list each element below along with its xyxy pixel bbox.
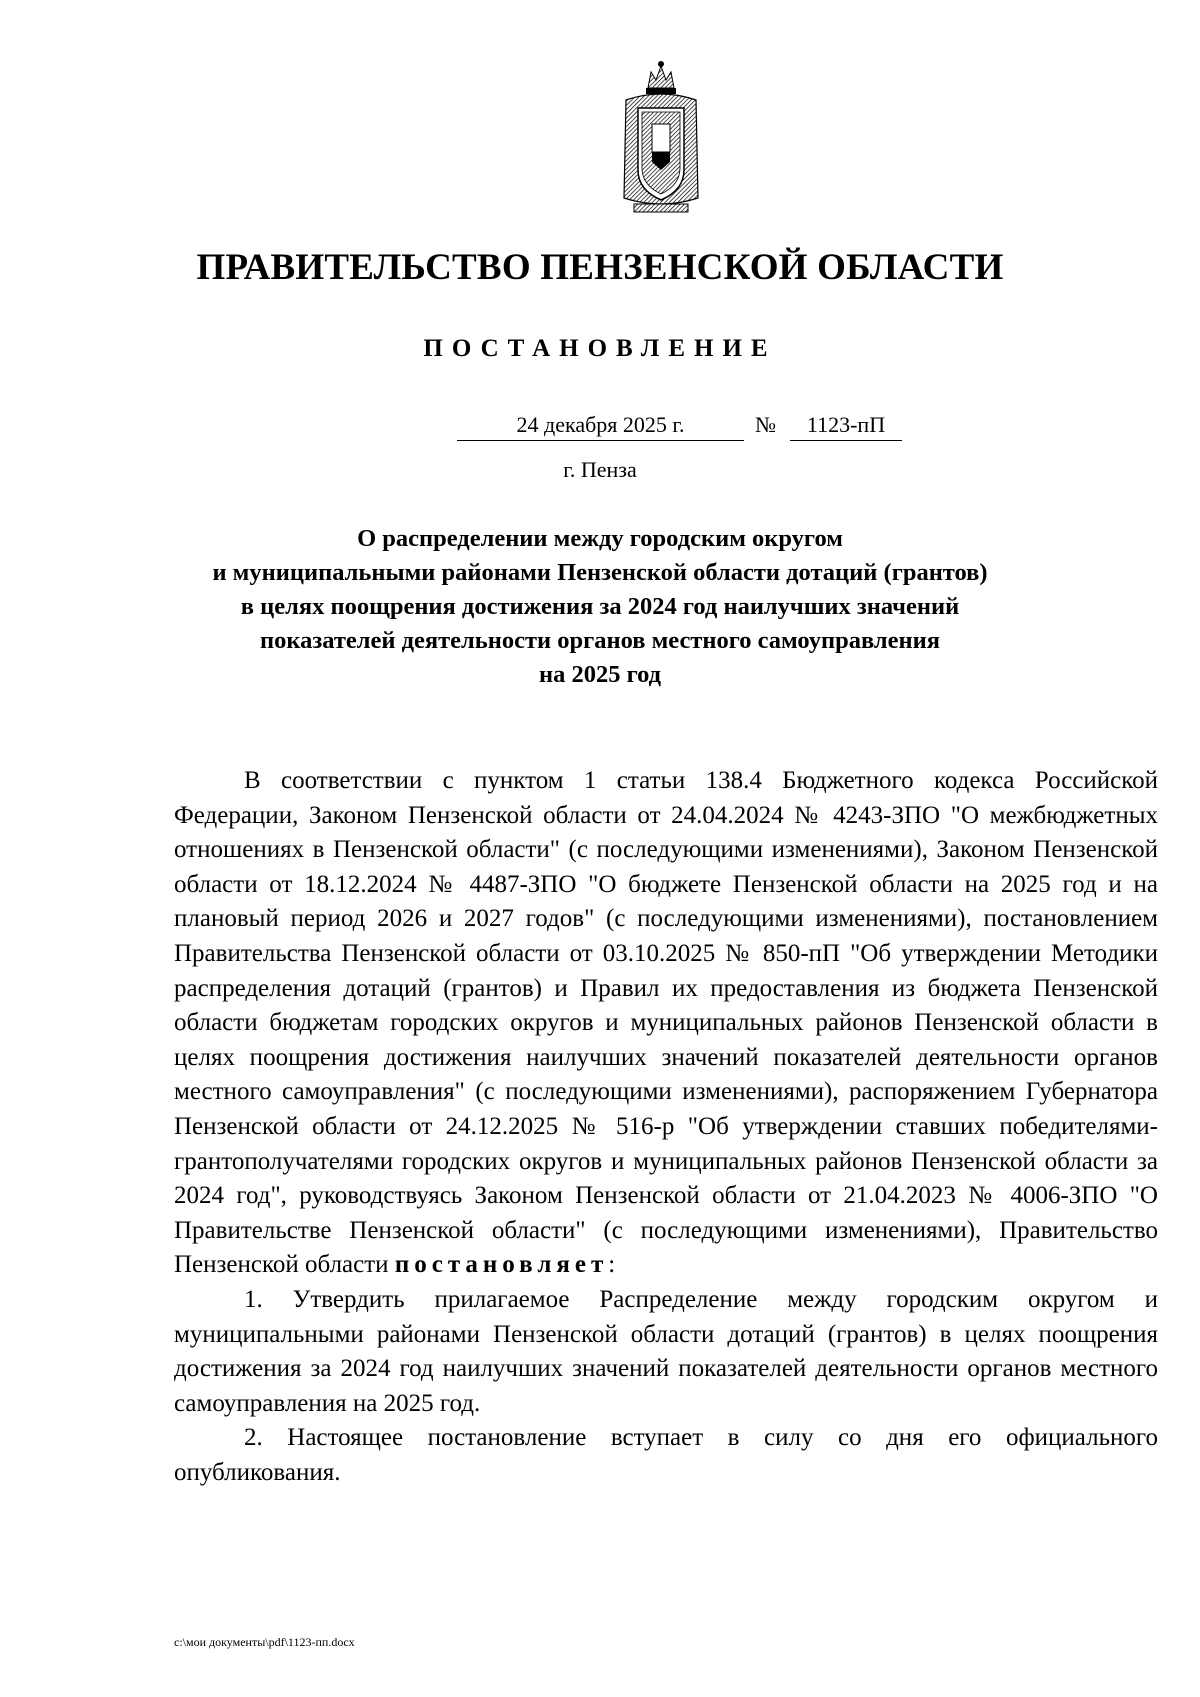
- resolves-word: постановляет: [394, 1251, 609, 1279]
- title-line: на 2025 год: [538, 661, 662, 688]
- document-city: г. Пенза: [563, 457, 637, 482]
- document-number: 1123-пП: [790, 410, 902, 441]
- item-2-paragraph: 2. Настоящее постановление вступает в силу со дня его официального опубликования.: [174, 1424, 1158, 1486]
- footer-file-path: c:\мои документы\pdf\1123-пп.docx: [174, 1635, 355, 1649]
- preamble-text: В соответствии с пунктом 1 статьи 138.4 Бюджетного кодекса Российской Федерации, Законом Пензенской области от 24.04.2024 № 4243-ЗПО "О межбюджетных отношениях в Пензенской области" (с последующими изменениями), Законом Пензенской области от 18.12.2024 № 4487-ЗПО "О бюджете Пензенской области на 2025 год и на плановый период 2026 и 2027 годов" (с последующими изменениями), постановлением Правительства Пензенской области от 03.10.2025 № 850-пП "Об утверждении Методики распределения дотаций (грантов) и Правил их предоставления из бюджета Пензенской области бюджетам городских округов и муниципальных районов Пензенской области в целях поощрения достижения наилучших значений показателей деятельности органов местного самоуправления" (с последующими изменениями), распоряжением Губернатора Пензенской области от 24.12.2025 № 516-р "Об утверждении ставших победителями-грантополучателями городских округов и муниципальных районов Пензенской области за 2024 год", руководствуясь Законом Пензенской области от 21.04.2023 № 4006-ЗПО "О Правительстве Пензенской области" (с последующими изменениями), Правительство Пензенской области: [174, 767, 1158, 1279]
- title-line: и муниципальными районами Пензенской области дотаций (грантов): [212, 559, 988, 586]
- document-title: [150, 522, 1050, 692]
- document-body: [174, 764, 1158, 1490]
- number-sign: №: [755, 412, 776, 437]
- coat-of-arms-icon: [618, 58, 704, 218]
- resolves-colon: :: [608, 1251, 616, 1279]
- title-line: показателей деятельности органов местного самоуправления: [260, 627, 940, 654]
- title-line: О распределении между городским округом: [357, 525, 843, 552]
- organization-name: ПРАВИТЕЛЬСТВО ПЕНЗЕНСКОЙ ОБЛАСТИ: [196, 247, 1004, 288]
- item-1-paragraph: 1. Утвердить прилагаемое Распределение между городским округом и муниципальными районами Пензенской области дотаций (грантов) в целях поощрения достижения за 2024 год наилучших значений показателей деятельности органов местного самоуправления на 2025 год.: [174, 1285, 1158, 1417]
- document-type: ПОСТАНОВЛЕНИЕ: [423, 335, 777, 362]
- document-date: 24 декабря 2025 г.: [457, 410, 744, 441]
- preamble-paragraph: [174, 764, 1158, 1283]
- title-line: в целях поощрения достижения за 2024 год наилучших значений: [240, 593, 960, 620]
